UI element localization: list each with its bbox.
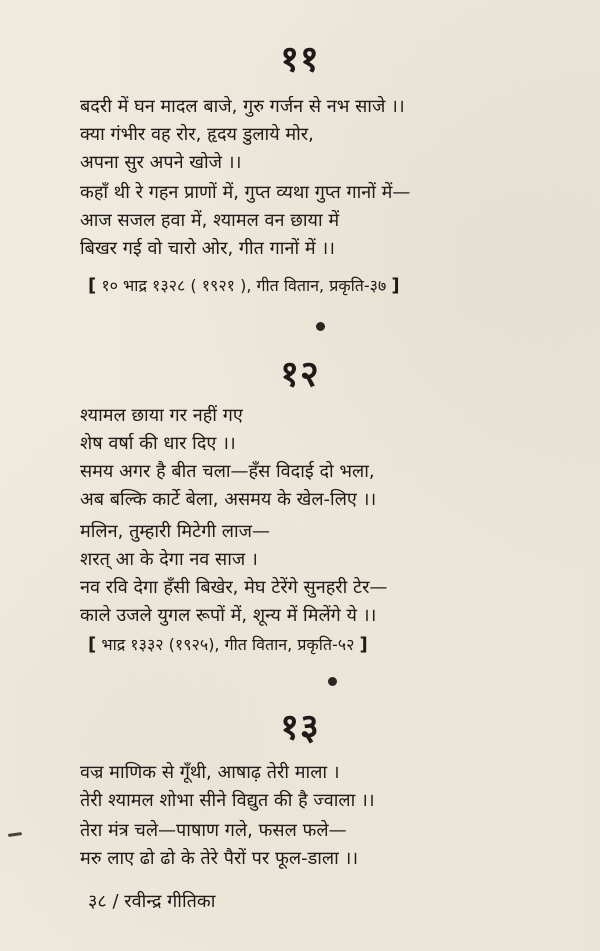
verse-line: बिखर गई वो चारो ओर, गीत गानों में ।।: [80, 238, 335, 259]
verse-line: श्यामल छाया गर नहीं गए: [80, 405, 243, 426]
stanza-2: [80, 817, 550, 873]
verse-line: क्या गंभीर वह रोर, हृदय डुलाये मोर,: [80, 124, 314, 145]
verse-line: आज सजल हवा में, श्यामल वन छाया में: [80, 210, 340, 231]
stanza-1: [80, 93, 550, 177]
verse-line: बदरी में घन मादल बाजे, गुरु गर्जन से नभ साजे ।।: [80, 96, 405, 117]
verse-line: शरत् आ के देगा नव साज ।: [80, 549, 258, 570]
reference-open-bracket: [: [88, 275, 97, 296]
song-number: ११: [280, 39, 320, 80]
footer-separator: /: [112, 891, 119, 912]
verse-line: नव रवि देगा हँसी बिखेर, मेघ टेरेंगे सुनहरी टेर—: [80, 577, 388, 598]
stanza-1: [80, 402, 550, 514]
song-number: १३: [280, 707, 320, 748]
song-reference: [88, 634, 558, 656]
reference-close-bracket: ]: [391, 275, 400, 296]
verse-line: काले उजले युगल रूपों में, शून्य में मिलेंगे ये ।।: [80, 605, 377, 626]
page-footer: [88, 890, 215, 914]
book-title: रवीन्द्र गीतिका: [124, 891, 216, 912]
song-reference: [88, 275, 558, 297]
verse-line: समय अगर है बीत चला—हँस विदाई दो भला,: [80, 461, 375, 482]
reference-close-bracket: ]: [359, 634, 368, 655]
verse-line: तेरी श्यामल शोभा सीने विद्युत की है ज्वाला ।।: [80, 790, 375, 811]
stanza-1: [80, 759, 550, 815]
section-divider-dot: [316, 322, 325, 331]
verse-line: कहाँ थी रे गहन प्राणों में, गुप्त व्यथा गुप्त गानों में—: [80, 182, 411, 203]
verse-line: अपना सुर अपने खोजे ।।: [80, 152, 242, 173]
stanza-2: [80, 518, 550, 630]
verse-line: मलिन, तुम्हारी मिटेगी लाज—: [80, 521, 270, 542]
verse-line: वज्र माणिक से गूँथी, आषाढ़ तेरी माला ।: [80, 762, 340, 783]
verse-line: तेरा मंत्र चले—पाषाण गले, फसल फले—: [80, 820, 347, 841]
reference-open-bracket: [: [88, 634, 97, 655]
verse-line: अब बल्कि कार्टे बेला, असमय के खेल-लिए ।।: [80, 489, 377, 510]
page-number: ३८: [88, 891, 107, 912]
verse-line: शेष वर्षा की धार दिए ।।: [80, 433, 236, 454]
song-number: १२: [280, 354, 320, 395]
reference-text: १० भाद्र १३२८ ( १९२१ ), गीत वितान, प्रकृति-३७: [101, 276, 387, 295]
reference-text: भाद्र १३३२ (१९२५), गीत वितान, प्रकृति-५२: [101, 635, 355, 654]
verse-line: मरु लाए ढो ढो के तेरे पैरों पर फूल-डाला ।।: [80, 848, 359, 869]
section-divider-dot: [328, 677, 337, 686]
stanza-2: [80, 179, 550, 263]
page-margin-mark: [8, 832, 22, 837]
